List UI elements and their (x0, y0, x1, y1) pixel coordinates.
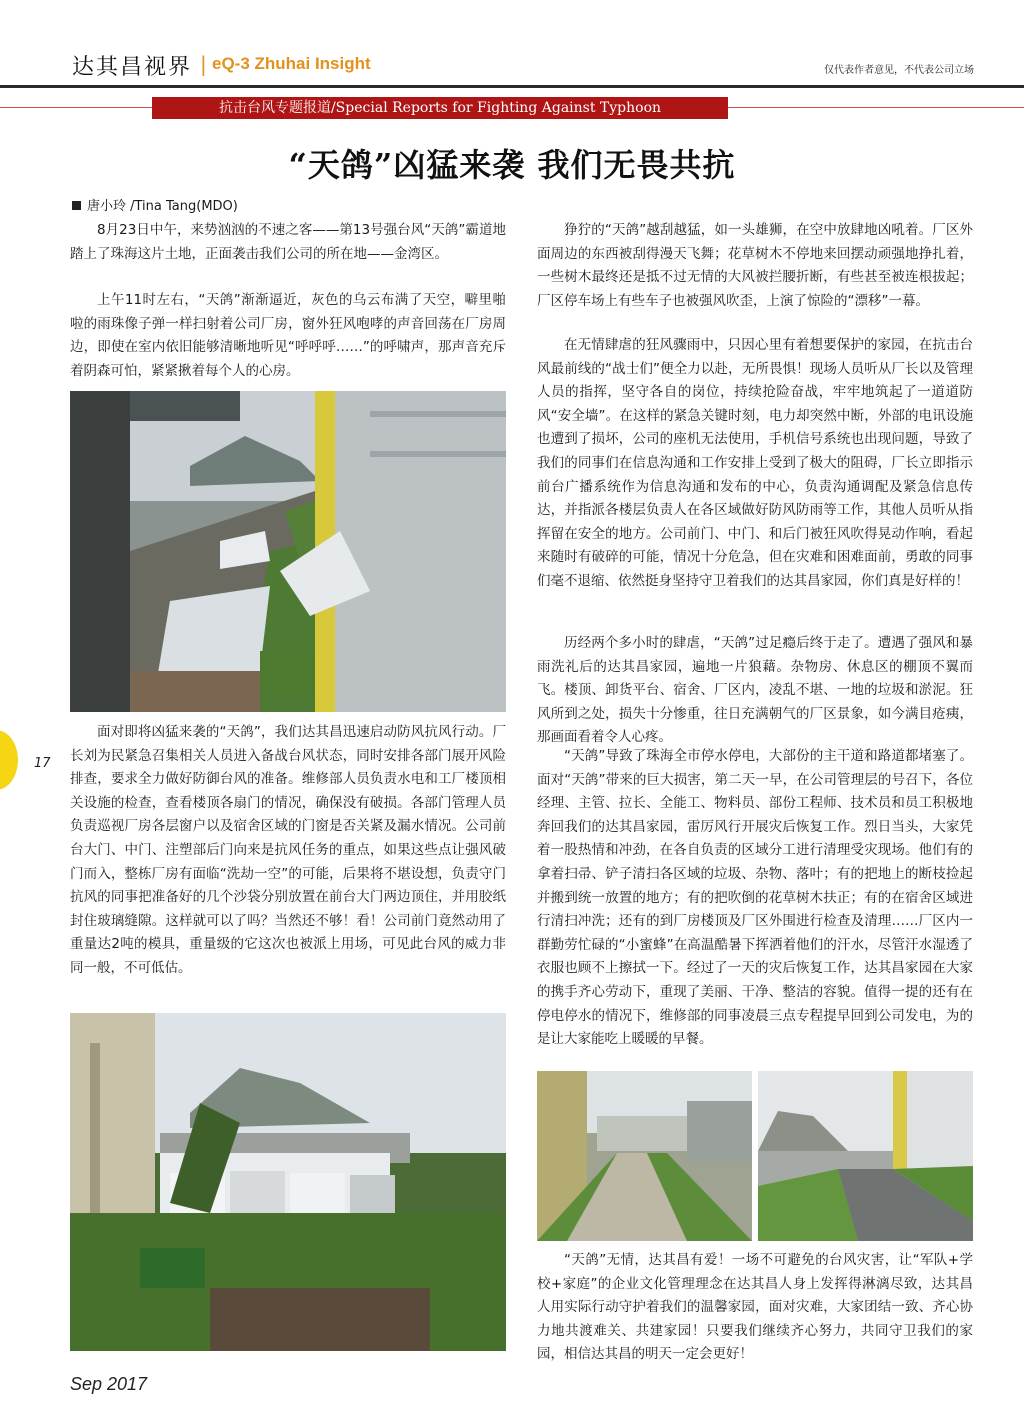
banner-rule-right (728, 107, 1024, 108)
paragraph: 8月23日中午，来势汹汹的不速之客——第13号强台风“天鸽”霸道地踏上了珠海这片土地，正面袭击我们公司的所在地——金湾区。 (70, 222, 506, 262)
paragraph: 上午11时左右，“天鸽”渐渐逼近，灰色的乌云布满了天空，噼里啪啦的雨珠像子弹一样扫射着公司厂房，窗外狂风咆哮的声音回荡在厂房周边，即使在室内依旧能够清晰地听见“呼呼呼……”的呼啸声，那声音充斥着阴森可怕，紧紧揪着每个人的心房。 (70, 292, 506, 379)
magazine-title-cn: 达其昌视界 (72, 55, 193, 80)
page-number: 17 (34, 756, 51, 771)
disclaimer: 仅代表作者意见，不代表公司立场 (824, 65, 974, 76)
photo-storm-debris (70, 391, 506, 712)
header-separator: | (200, 52, 207, 76)
paragraph: 狰狞的“天鸽”越刮越猛，如一头雄狮，在空中放肆地凶吼着。厂区外面周边的东西被刮得漫天飞舞；花草树木不停地来回摆动顽强地挣扎着，一些树木最终还是抵不过无情的大风被拦腰折断，有些甚至被连根拔起；厂区停车场上有些车子也被强风吹歪，上演了惊险的“漂移”一幕。 (537, 222, 973, 309)
section-banner: 抗击台风专题报道/Special Reports for Fighting Against Typhoon (152, 97, 728, 119)
paragraph: 在无情肆虐的狂风骤雨中，只因心里有着想要保护的家园，在抗击台风最前线的“战士们”便全力以赴，无所畏惧！现场人员听从厂长以及管理人员的指挥，坚守各自的岗位，持续抢险奋战，牢牢地筑起了一道道防风“安全墙”。在这样的紧急关键时刻，电力却突然中断，外部的电讯设施也遭到了损坏，公司的座机无法使用，手机信号系统也出现问题，导致了我们的同事们在信息沟通和工作安排上受到了极大的阻碍，厂长立即指示前台广播系统作为信息沟通和发布的中心，负责沟通调配及紧急信息传达，并指派各楼层负责人在各区域做好防风防雨等工作，其他人员听从指挥留在安全的地方。公司前门、中门、和后门被狂风吹得晃动作响，看起来随时有破碎的可能，情况十分危急，但在灾难和困难面前，勇敢的同事们毫不退缩、依然挺身坚持守卫着我们的达其昌家园，你们真是好样的！ (537, 337, 973, 589)
bullet-square-icon (72, 201, 81, 210)
paragraph: 历经两个多小时的肆虐，“天鸽”过足瘾后终于走了。遭遇了强风和暴雨洗礼后的达其昌家园，遍地一片狼藉。杂物房、休息区的棚顶不翼而飞。楼顶、卸货平台、宿舍、厂区内，凌乱不堪、一地的垃圾和淤泥。狂风所到之处，损失十分惨重，往日充满朝气的厂区景象，如今满目疮痍，那画面看着令人心疼。 (537, 635, 973, 746)
author-name: 唐小玲 /Tina Tang(MDO) (87, 199, 238, 214)
issue-date: Sep 2017 (70, 1374, 148, 1394)
magazine-header (0, 0, 1024, 92)
banner-rule-left (0, 107, 152, 108)
magazine-title-en: eQ-3 Zhuhai Insight (212, 54, 371, 73)
photo-cleaned-road (758, 1071, 973, 1241)
paragraph: 面对即将凶猛来袭的“天鸽”，我们达其昌迅速启动防风抗风行动。厂长刘为民紧急召集相关人员进入备战台风状态，同时安排各部门展开风险排查，要求全力做好防御台风的准备。维修部人员负责水电和工厂楼顶相关设施的检查，查看楼顶各扇门的情况，确保没有破损。各部门管理人员负责巡视厂房各层窗户以及宿舍区域的门窗是否关紧及漏水情况。公司前台大门、中门、注塑部后门向来是抗风任务的重点，如果这些点让强风破门而入，整栋厂房有面临“洗劫一空”的可能，后果将不堪设想，负责守门抗风的同事把准备好的几个沙袋分别放置在前台大门两边顶住，并用胶纸封住玻璃缝隙。这样就可以了吗？当然还不够！看！公司前门竟然动用了重量达2吨的模具，重量级的它这次也被派上用场，可见此台风的威力非同一般，不可低估。 (70, 724, 506, 976)
paragraph: “天鸽”无情，达其昌有爱！一场不可避免的台风灾害，让“军队+学校+家庭”的企业文化管理理念在达其昌人身上发挥得淋漓尽致，达其昌人用实际行动守护着我们的温馨家园，面对灾难，大家团结一致、齐心协力地共渡难关、共建家园！只要我们继续齐心努力，共同守卫我们的家园，相信达其昌的明天一定会更好！ (537, 1252, 973, 1363)
photo-fallen-trees-parking (70, 1013, 506, 1351)
photo-cleaned-walkway (537, 1071, 752, 1241)
author-line (72, 195, 238, 214)
article-title: “天鸽”凶猛来袭 我们无畏共抗 (288, 146, 736, 184)
paragraph: “天鸽”导致了珠海全市停水停电，大部份的主干道和路道都堵塞了。面对“天鸽”带来的巨大损害，第二天一早，在公司管理层的号召下，各位经理、主管、拉长、全能工、物料员、部份工程师、技术员和员工积极地奔回我们的达其昌家园，雷厉风行开展灾后恢复工作。烈日当头，大家凭着一股热情和冲劲，在各自负责的区域分工进行清理受灾现场。他们有的拿着扫帚、铲子清扫各区域的垃圾、杂物、落叶；有的把地上的断枝捡起并搬到统一放置的地方；有的把吹倒的花草树木扶正；有的在宿舍区域进行清扫冲洗；还有的到厂房楼顶及厂区外围进行检查及清理……厂区内一群勤劳忙碌的“小蜜蜂”在高温酷暑下挥洒着他们的汗水，尽管汗水湿透了衣服也顾不上擦拭一下。经过了一天的灾后恢复工作，达其昌家园在大家的携手齐心劳动下，重现了美丽、干净、整洁的容貌。值得一提的还有在停电停水的情况下，维修部的同事凌晨三点专程提早回到公司发电，为的是让大家能吃上暖暖的早餐。 (537, 748, 973, 1048)
header-rule (0, 85, 1024, 88)
page-marker (0, 730, 18, 790)
